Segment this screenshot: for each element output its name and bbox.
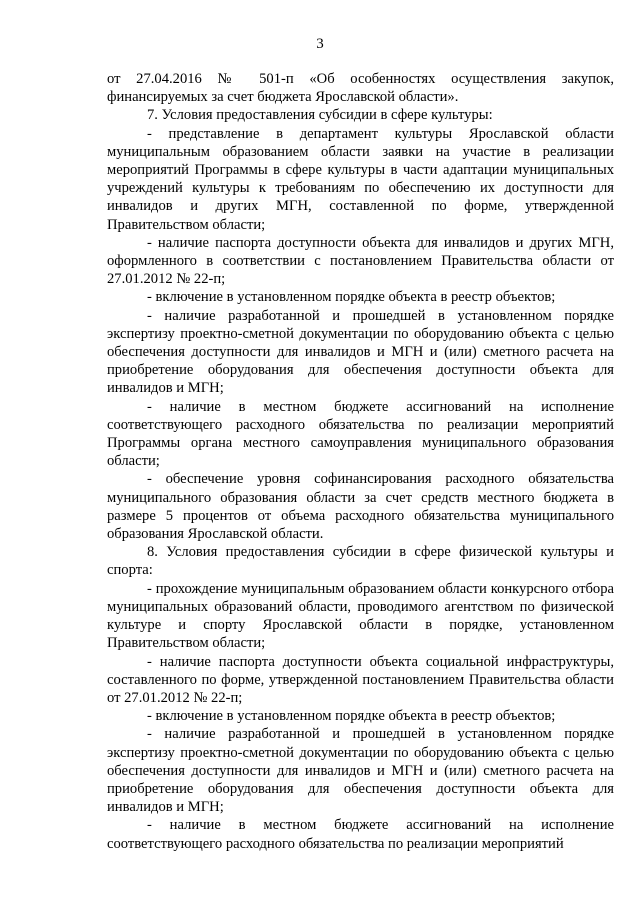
section-8-heading: 8. Условия предоставления субсидии в сфере физической культуры и спорта: [107, 544, 614, 579]
document-body [107, 70, 614, 853]
paragraph-continuation: от 27.04.2016 № 501-п «Об особенностях осуществления закупок, финансируемых за счет бюджета Ярославской области». [107, 71, 614, 106]
list-item: - наличие разработанной и прошедшей в установленном порядке экспертизу проектно-сметной документации по оборудованию объекта с целью обеспечения доступности для инвалидов и МГН и (или) сметного расчета на приобретение оборудования для обеспечения доступности объекта для инвалидов и МГН; [107, 307, 614, 397]
list-item: - включение в установленном порядке объекта в реестр объектов; [147, 708, 556, 725]
list-item: - включение в установленном порядке объекта в реестр объектов; [147, 289, 556, 306]
list-item: - наличие в местном бюджете ассигнований на исполнение соответствующего расходного обязательства по реализации мероприятий [107, 817, 614, 852]
list-item: - наличие паспорта доступности объекта для инвалидов и других МГН, оформленного в соответствии с постановлением Правительства области от 27.01.2012 № 22-п; [107, 234, 614, 288]
section-7-heading: 7. Условия предоставления субсидии в сфере культуры: [147, 107, 493, 124]
list-item: - наличие в местном бюджете ассигнований на исполнение соответствующего расходного обязательства по реализации мероприятий Программы органа местного самоуправления муниципального образования области; [107, 398, 614, 470]
list-item: - представление в департамент культуры Ярославской области муниципальным образованием области заявки на участие в реализации мероприятий Программы в сфере культуры в части адаптации муниципальных учреждений культуры к требованиям по обеспечению их доступности для инвалидов и других МГН, составленной по форме, утвержденной Правительством области; [107, 125, 614, 233]
list-item: - наличие паспорта доступности объекта социальной инфраструктуры, составленного по форме, утвержденной постановлением Правительства области от 27.01.2012 № 22-п; [107, 653, 614, 706]
page-number: 3 [316, 36, 324, 52]
list-item: - наличие разработанной и прошедшей в установленном порядке экспертизу проектно-сметной документации по оборудованию объекта с целью обеспечения доступности для инвалидов и МГН и (или) сметного расчета на приобретение оборудования для обеспечения доступности объекта для инвалидов и МГН; [107, 726, 614, 816]
list-item: - прохождение муниципальным образованием области конкурсного отбора муниципальных образований области, проводимого агентством по физической культуре и спорту Ярославской области в порядке, установленном Правительством области; [107, 580, 614, 652]
list-item: - обеспечение уровня софинансирования расходного обязательства муниципального образования области за счет средств местного бюджета в размере 5 процентов от объема расходного обязательства муниципального образования Ярославской области. [107, 471, 614, 543]
